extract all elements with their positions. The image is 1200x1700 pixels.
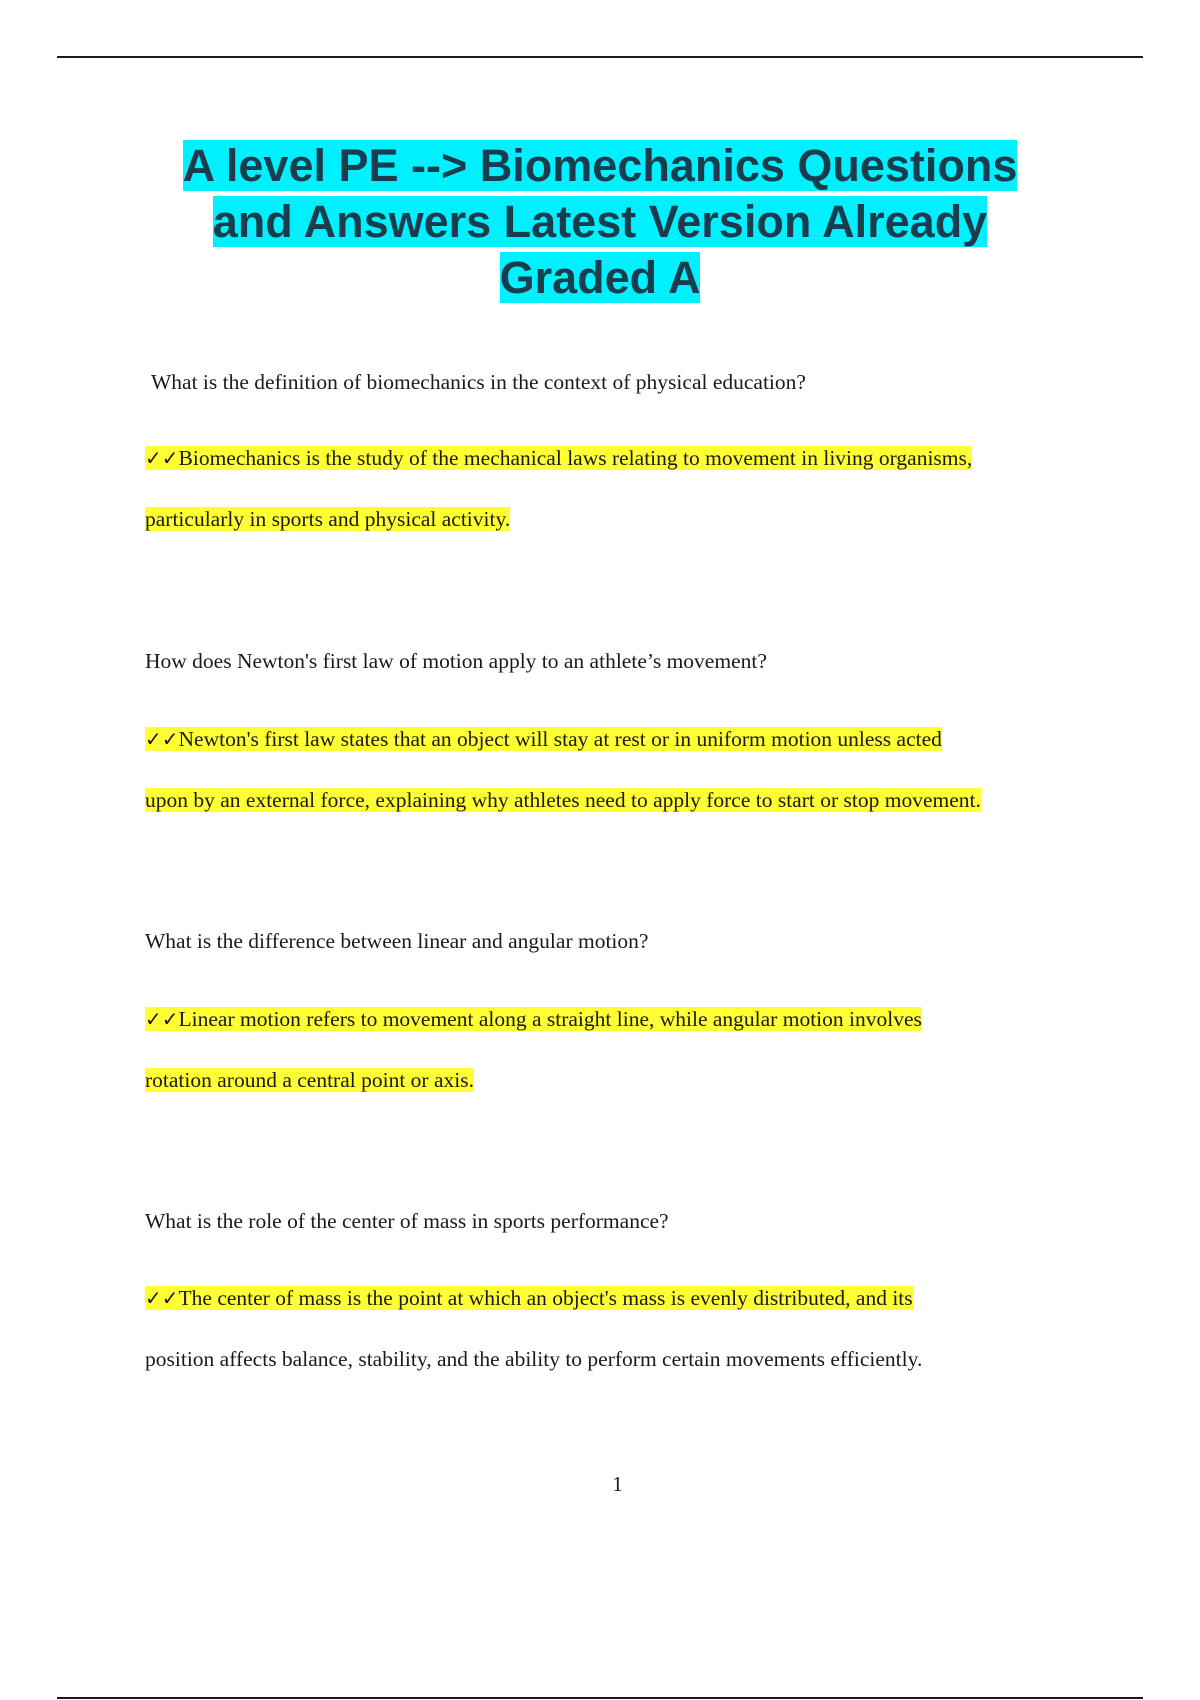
answer-4	[145, 1268, 1095, 1390]
title-line-3: Graded A	[499, 252, 701, 303]
answer-2-line-1: Newton's first law states that an object will stay at rest or in uniform motion unless acted	[178, 727, 942, 751]
check-icon: ✓✓	[145, 727, 179, 751]
answer-3-line-2: rotation around a central point or axis.	[145, 1068, 474, 1092]
question-4: What is the role of the center of mass in sports performance?	[145, 1209, 669, 1233]
answer-1-line-2: particularly in sports and physical activity.	[145, 507, 511, 531]
check-icon: ✓✓	[145, 1286, 179, 1310]
question-3: What is the difference between linear and angular motion?	[145, 929, 649, 953]
answer-2	[145, 709, 1095, 831]
answer-2-line-2: upon by an external force, explaining why athletes need to apply force to start or stop movement.	[145, 788, 981, 812]
answer-4-line-1: The center of mass is the point at which an object's mass is evenly distributed, and its	[178, 1286, 913, 1310]
answer-3-line-1: Linear motion refers to movement along a straight line, while angular motion involves	[178, 1007, 922, 1031]
answer-3	[145, 989, 1095, 1111]
document-title	[100, 138, 1100, 306]
answer-1-line-1: Biomechanics is the study of the mechanical laws relating to movement in living organisms,	[178, 446, 973, 470]
title-line-1: A level PE --> Biomechanics Questions	[182, 140, 1018, 191]
question-2: How does Newton's first law of motion apply to an athlete’s movement?	[145, 649, 767, 673]
bottom-rule	[57, 1697, 1143, 1699]
answer-4-line-2: position affects balance, stability, and the ability to perform certain movements efficiently.	[145, 1347, 923, 1371]
title-line-2: and Answers Latest Version Already	[212, 196, 988, 247]
answer-1	[145, 428, 1095, 550]
check-icon: ✓✓	[145, 446, 179, 470]
page-number: 1	[612, 1472, 623, 1496]
check-icon: ✓✓	[145, 1007, 179, 1031]
top-rule	[57, 56, 1143, 58]
question-1: What is the definition of biomechanics in the context of physical education?	[151, 370, 806, 394]
